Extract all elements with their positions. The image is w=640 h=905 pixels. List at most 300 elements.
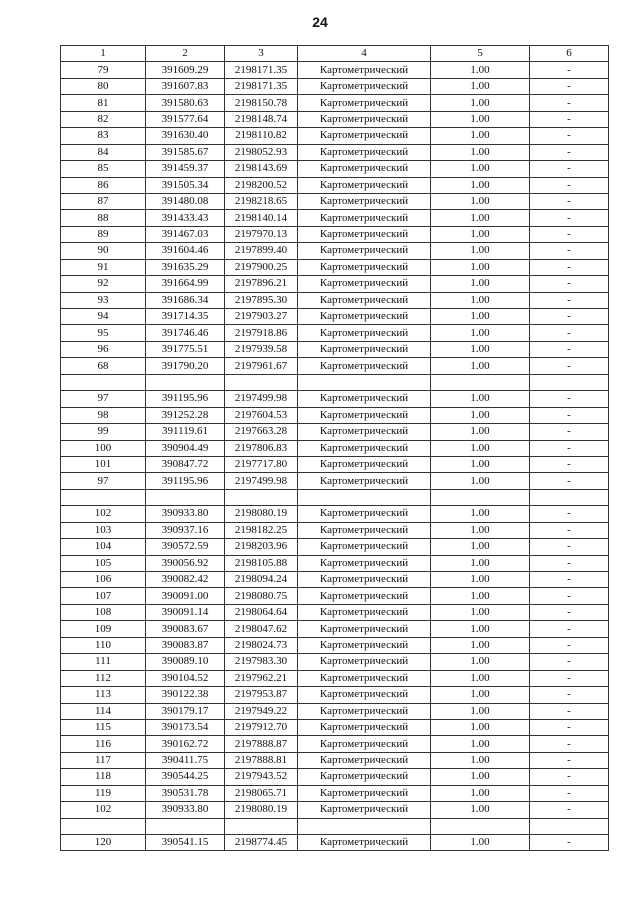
table-cell — [61, 374, 146, 390]
table-cell: 2197912.70 — [225, 719, 298, 735]
table-cell: 1.00 — [431, 835, 530, 851]
table-cell: Картометрический — [298, 95, 431, 111]
table-cell: 2198065.71 — [225, 785, 298, 801]
table-cell: 1.00 — [431, 572, 530, 588]
table-cell: 390162.72 — [146, 736, 225, 752]
table-cell: 391630.40 — [146, 128, 225, 144]
table-cell: 2198024.73 — [225, 637, 298, 653]
table-cell: 390082.42 — [146, 572, 225, 588]
table-cell: 2198105.88 — [225, 555, 298, 571]
table-cell: 2197895.30 — [225, 292, 298, 308]
table-cell: - — [530, 276, 609, 292]
table-cell: 1.00 — [431, 358, 530, 374]
table-cell: 391714.35 — [146, 309, 225, 325]
table-cell: 2197939.58 — [225, 341, 298, 357]
table-cell: 2197943.52 — [225, 769, 298, 785]
table-cell: 102 — [61, 802, 146, 818]
table-cell: 390104.52 — [146, 670, 225, 686]
table-cell: Картометрический — [298, 654, 431, 670]
table-row — [61, 539, 609, 555]
table-cell: 120 — [61, 835, 146, 851]
table-cell: 1.00 — [431, 654, 530, 670]
page-number: 24 — [312, 14, 328, 30]
table-cell: - — [530, 835, 609, 851]
table-row — [61, 391, 609, 407]
table-cell — [61, 818, 146, 834]
table-cell: 93 — [61, 292, 146, 308]
table-cell: 2197663.28 — [225, 424, 298, 440]
table-row — [61, 259, 609, 275]
table-cell: 1.00 — [431, 802, 530, 818]
table-cell: Картометрический — [298, 835, 431, 851]
table-cell: - — [530, 555, 609, 571]
table-row — [61, 637, 609, 653]
table-cell: 391459.37 — [146, 161, 225, 177]
table-cell: 390089.10 — [146, 654, 225, 670]
table-cell: - — [530, 111, 609, 127]
table-cell: 2197903.27 — [225, 309, 298, 325]
table-cell: 391686.34 — [146, 292, 225, 308]
table-cell: 390179.17 — [146, 703, 225, 719]
table-row — [61, 769, 609, 785]
table-cell: 97 — [61, 473, 146, 489]
table-cell: 84 — [61, 144, 146, 160]
table-row — [61, 226, 609, 242]
table-cell: 119 — [61, 785, 146, 801]
table-cell — [225, 818, 298, 834]
table-cell: - — [530, 736, 609, 752]
column-header-4: 4 — [298, 46, 431, 62]
table-cell: 391607.83 — [146, 78, 225, 94]
table-cell: 1.00 — [431, 161, 530, 177]
table-cell: 390091.00 — [146, 588, 225, 604]
column-header-5: 5 — [431, 46, 530, 62]
table-cell: 114 — [61, 703, 146, 719]
table-cell: - — [530, 572, 609, 588]
table-cell: Картометрический — [298, 128, 431, 144]
table-cell: Картометрический — [298, 719, 431, 735]
table-cell — [298, 818, 431, 834]
table-cell: 2198080.19 — [225, 802, 298, 818]
table-cell: 1.00 — [431, 193, 530, 209]
table-cell — [530, 374, 609, 390]
table-cell: 85 — [61, 161, 146, 177]
table-cell: 390933.80 — [146, 506, 225, 522]
table-cell: Картометрический — [298, 161, 431, 177]
table-spacer-row — [61, 489, 609, 505]
table-cell: 1.00 — [431, 637, 530, 653]
table-row — [61, 111, 609, 127]
column-header-2: 2 — [146, 46, 225, 62]
table-spacer-row — [61, 374, 609, 390]
table-row — [61, 604, 609, 620]
table-cell: - — [530, 128, 609, 144]
table-cell: 1.00 — [431, 604, 530, 620]
table-cell — [146, 374, 225, 390]
table-cell: 1.00 — [431, 621, 530, 637]
table-cell: 390083.67 — [146, 621, 225, 637]
table-cell: Картометрический — [298, 144, 431, 160]
table-cell: 2198094.24 — [225, 572, 298, 588]
table-cell: 391790.20 — [146, 358, 225, 374]
table-cell: - — [530, 144, 609, 160]
table-cell: 1.00 — [431, 276, 530, 292]
table-cell: Картометрический — [298, 309, 431, 325]
table-cell: Картометрический — [298, 555, 431, 571]
table-cell: 79 — [61, 62, 146, 78]
table-cell: - — [530, 637, 609, 653]
table-cell — [431, 818, 530, 834]
table-cell: 97 — [61, 391, 146, 407]
table-cell: 82 — [61, 111, 146, 127]
table-row — [61, 424, 609, 440]
table-cell: 2197918.86 — [225, 325, 298, 341]
table-row — [61, 654, 609, 670]
table-row — [61, 309, 609, 325]
table-cell: 107 — [61, 588, 146, 604]
table-cell: 117 — [61, 752, 146, 768]
table-cell: - — [530, 539, 609, 555]
table-cell: 96 — [61, 341, 146, 357]
table-row — [61, 785, 609, 801]
table-cell: Картометрический — [298, 226, 431, 242]
table-cell: Картометрический — [298, 276, 431, 292]
table-cell: 2197499.98 — [225, 391, 298, 407]
table-cell: 1.00 — [431, 177, 530, 193]
table-row — [61, 358, 609, 374]
table-cell: 1.00 — [431, 506, 530, 522]
table-row — [61, 588, 609, 604]
table-cell: 391604.46 — [146, 243, 225, 259]
table-cell: 1.00 — [431, 588, 530, 604]
table-cell: 2197499.98 — [225, 473, 298, 489]
table-cell: 391119.61 — [146, 424, 225, 440]
table-row — [61, 752, 609, 768]
table-cell: Картометрический — [298, 703, 431, 719]
table-cell — [146, 818, 225, 834]
table-cell: 1.00 — [431, 424, 530, 440]
table-cell: Картометрический — [298, 687, 431, 703]
table-row — [61, 325, 609, 341]
table-cell: 68 — [61, 358, 146, 374]
table-cell: - — [530, 309, 609, 325]
table-row — [61, 177, 609, 193]
table-cell: - — [530, 259, 609, 275]
table-cell: 1.00 — [431, 243, 530, 259]
table-cell: 1.00 — [431, 769, 530, 785]
table-cell: 1.00 — [431, 555, 530, 571]
table-cell: 2197888.87 — [225, 736, 298, 752]
table-cell: - — [530, 703, 609, 719]
table-cell: Картометрический — [298, 539, 431, 555]
table-cell: 110 — [61, 637, 146, 653]
table-row — [61, 473, 609, 489]
table-cell: - — [530, 177, 609, 193]
table-cell: - — [530, 243, 609, 259]
table-cell: 2198047.62 — [225, 621, 298, 637]
table-cell: 87 — [61, 193, 146, 209]
table-cell: 86 — [61, 177, 146, 193]
table-cell — [530, 489, 609, 505]
table-cell: 2197962.21 — [225, 670, 298, 686]
table-cell: 99 — [61, 424, 146, 440]
table-cell: 391746.46 — [146, 325, 225, 341]
table-cell: Картометрический — [298, 736, 431, 752]
table-cell: Картометрический — [298, 424, 431, 440]
table-cell: 391480.08 — [146, 193, 225, 209]
table-cell: 391195.96 — [146, 473, 225, 489]
table-row — [61, 522, 609, 538]
table-cell — [61, 489, 146, 505]
table-cell: 390411.75 — [146, 752, 225, 768]
table-cell: 390056.92 — [146, 555, 225, 571]
table-cell: - — [530, 325, 609, 341]
table-cell: 1.00 — [431, 440, 530, 456]
table-cell: 81 — [61, 95, 146, 111]
table-row — [61, 62, 609, 78]
table-cell: 2198203.96 — [225, 539, 298, 555]
table-cell: Картометрический — [298, 522, 431, 538]
table-cell: 102 — [61, 506, 146, 522]
table-cell: Картометрический — [298, 473, 431, 489]
table-cell: Картометрический — [298, 670, 431, 686]
table-cell: 2197953.87 — [225, 687, 298, 703]
table-cell: - — [530, 341, 609, 357]
table-cell: - — [530, 424, 609, 440]
table-cell: 391467.03 — [146, 226, 225, 242]
column-header-6: 6 — [530, 46, 609, 62]
table-cell — [431, 374, 530, 390]
table-cell: 1.00 — [431, 785, 530, 801]
table-cell: 90 — [61, 243, 146, 259]
table-cell: 2198200.52 — [225, 177, 298, 193]
table-row — [61, 572, 609, 588]
table-cell: 390572.59 — [146, 539, 225, 555]
table-cell: 390091.14 — [146, 604, 225, 620]
table-cell: 1.00 — [431, 226, 530, 242]
table-cell: Картометрический — [298, 243, 431, 259]
table-cell: 103 — [61, 522, 146, 538]
table-row — [61, 506, 609, 522]
table-cell: Картометрический — [298, 456, 431, 472]
table-cell: 113 — [61, 687, 146, 703]
table-cell — [431, 489, 530, 505]
table-cell — [298, 374, 431, 390]
table-cell: Картометрический — [298, 62, 431, 78]
table-cell: 80 — [61, 78, 146, 94]
table-row — [61, 407, 609, 423]
table-cell: 391585.67 — [146, 144, 225, 160]
table-cell: - — [530, 621, 609, 637]
table-cell: 115 — [61, 719, 146, 735]
table-cell: - — [530, 440, 609, 456]
table-cell: - — [530, 654, 609, 670]
table-cell: 89 — [61, 226, 146, 242]
table-row — [61, 555, 609, 571]
table-cell: 391433.43 — [146, 210, 225, 226]
table-cell: 391775.51 — [146, 341, 225, 357]
table-cell: - — [530, 687, 609, 703]
table-cell: - — [530, 506, 609, 522]
table-row — [61, 835, 609, 851]
table-row — [61, 161, 609, 177]
table-cell: 391635.29 — [146, 259, 225, 275]
table-cell: Картометрический — [298, 637, 431, 653]
table-cell: 1.00 — [431, 522, 530, 538]
table-row — [61, 144, 609, 160]
table-cell: Картометрический — [298, 506, 431, 522]
table-cell: 2198064.64 — [225, 604, 298, 620]
table-cell: 1.00 — [431, 144, 530, 160]
table-header-row — [61, 46, 609, 62]
table-cell: 1.00 — [431, 128, 530, 144]
table-cell: 1.00 — [431, 670, 530, 686]
table-cell: 2198218.65 — [225, 193, 298, 209]
table-cell: 2197888.81 — [225, 752, 298, 768]
table-cell — [146, 489, 225, 505]
table-row — [61, 193, 609, 209]
table-row — [61, 456, 609, 472]
table-cell: 1.00 — [431, 456, 530, 472]
column-header-3: 3 — [225, 46, 298, 62]
table-cell: Картометрический — [298, 341, 431, 357]
table-cell: 108 — [61, 604, 146, 620]
table-cell: - — [530, 210, 609, 226]
table-cell: 1.00 — [431, 325, 530, 341]
table-cell: 2197899.40 — [225, 243, 298, 259]
table-cell — [530, 818, 609, 834]
table-row — [61, 736, 609, 752]
table-cell: - — [530, 407, 609, 423]
table-cell: - — [530, 62, 609, 78]
table-cell: - — [530, 193, 609, 209]
table-cell: Картометрический — [298, 572, 431, 588]
table-cell: 391664.99 — [146, 276, 225, 292]
table-row — [61, 243, 609, 259]
table-cell: 1.00 — [431, 407, 530, 423]
table-cell: 2198150.78 — [225, 95, 298, 111]
table-cell: - — [530, 456, 609, 472]
table-cell: 391195.96 — [146, 391, 225, 407]
table-row — [61, 703, 609, 719]
table-cell: 2198182.25 — [225, 522, 298, 538]
table-cell: 111 — [61, 654, 146, 670]
table-row — [61, 440, 609, 456]
table-cell: - — [530, 78, 609, 94]
table-cell: 100 — [61, 440, 146, 456]
table-cell: Картометрический — [298, 325, 431, 341]
table-cell: - — [530, 588, 609, 604]
table-cell: - — [530, 161, 609, 177]
table-cell: - — [530, 391, 609, 407]
table-cell: Картометрический — [298, 588, 431, 604]
table-cell: 391609.29 — [146, 62, 225, 78]
table-cell: Картометрический — [298, 358, 431, 374]
table-cell: Картометрический — [298, 259, 431, 275]
table-cell — [225, 489, 298, 505]
table-cell: - — [530, 752, 609, 768]
table-cell: 391577.64 — [146, 111, 225, 127]
table-cell: 88 — [61, 210, 146, 226]
table-cell: 391580.63 — [146, 95, 225, 111]
table-cell: 390531.78 — [146, 785, 225, 801]
coordinates-table — [60, 45, 609, 851]
table-row — [61, 292, 609, 308]
table-spacer-row — [61, 818, 609, 834]
table-cell: 116 — [61, 736, 146, 752]
table-cell: 1.00 — [431, 719, 530, 735]
table-cell: Картометрический — [298, 193, 431, 209]
table-cell: 2198080.19 — [225, 506, 298, 522]
table-row — [61, 78, 609, 94]
table-cell — [298, 489, 431, 505]
table-cell: 98 — [61, 407, 146, 423]
table-row — [61, 719, 609, 735]
table-cell: - — [530, 473, 609, 489]
table-cell: 1.00 — [431, 111, 530, 127]
table-row — [61, 210, 609, 226]
table-cell: Картометрический — [298, 604, 431, 620]
table-cell: - — [530, 522, 609, 538]
table-cell: 1.00 — [431, 391, 530, 407]
table-cell: 2197900.25 — [225, 259, 298, 275]
table-cell: 95 — [61, 325, 146, 341]
table-cell: 2198171.35 — [225, 62, 298, 78]
table-row — [61, 670, 609, 686]
table-cell: Картометрический — [298, 78, 431, 94]
table-row — [61, 621, 609, 637]
table-cell: Картометрический — [298, 177, 431, 193]
table-cell: 92 — [61, 276, 146, 292]
table-cell: - — [530, 604, 609, 620]
table-cell: Картометрический — [298, 292, 431, 308]
table-cell: 390847.72 — [146, 456, 225, 472]
table-cell: 390937.16 — [146, 522, 225, 538]
table-cell: 1.00 — [431, 292, 530, 308]
table-cell: - — [530, 785, 609, 801]
table-cell: Картометрический — [298, 802, 431, 818]
table-cell: Картометрический — [298, 391, 431, 407]
table-cell: 1.00 — [431, 473, 530, 489]
table-cell: - — [530, 292, 609, 308]
table-cell: 1.00 — [431, 259, 530, 275]
table-cell: 2198148.74 — [225, 111, 298, 127]
table-cell: Картометрический — [298, 407, 431, 423]
table-cell: 390122.38 — [146, 687, 225, 703]
table-cell: 2197806.83 — [225, 440, 298, 456]
table-row — [61, 687, 609, 703]
table-cell: 2197604.53 — [225, 407, 298, 423]
table-cell: 390933.80 — [146, 802, 225, 818]
table-cell: 2198140.14 — [225, 210, 298, 226]
table-row — [61, 95, 609, 111]
table-cell: 2198080.75 — [225, 588, 298, 604]
table-cell: - — [530, 670, 609, 686]
table-cell: 2198143.69 — [225, 161, 298, 177]
table-cell: 2197961.67 — [225, 358, 298, 374]
table-cell: 2197717.80 — [225, 456, 298, 472]
table-cell — [225, 374, 298, 390]
table-row — [61, 802, 609, 818]
table-cell: - — [530, 719, 609, 735]
table-cell: 1.00 — [431, 736, 530, 752]
table-cell: Картометрический — [298, 440, 431, 456]
table-cell: 2198774.45 — [225, 835, 298, 851]
table-cell: 1.00 — [431, 210, 530, 226]
table-cell: 390904.49 — [146, 440, 225, 456]
table-cell: 2198052.93 — [225, 144, 298, 160]
table-cell: Картометрический — [298, 621, 431, 637]
